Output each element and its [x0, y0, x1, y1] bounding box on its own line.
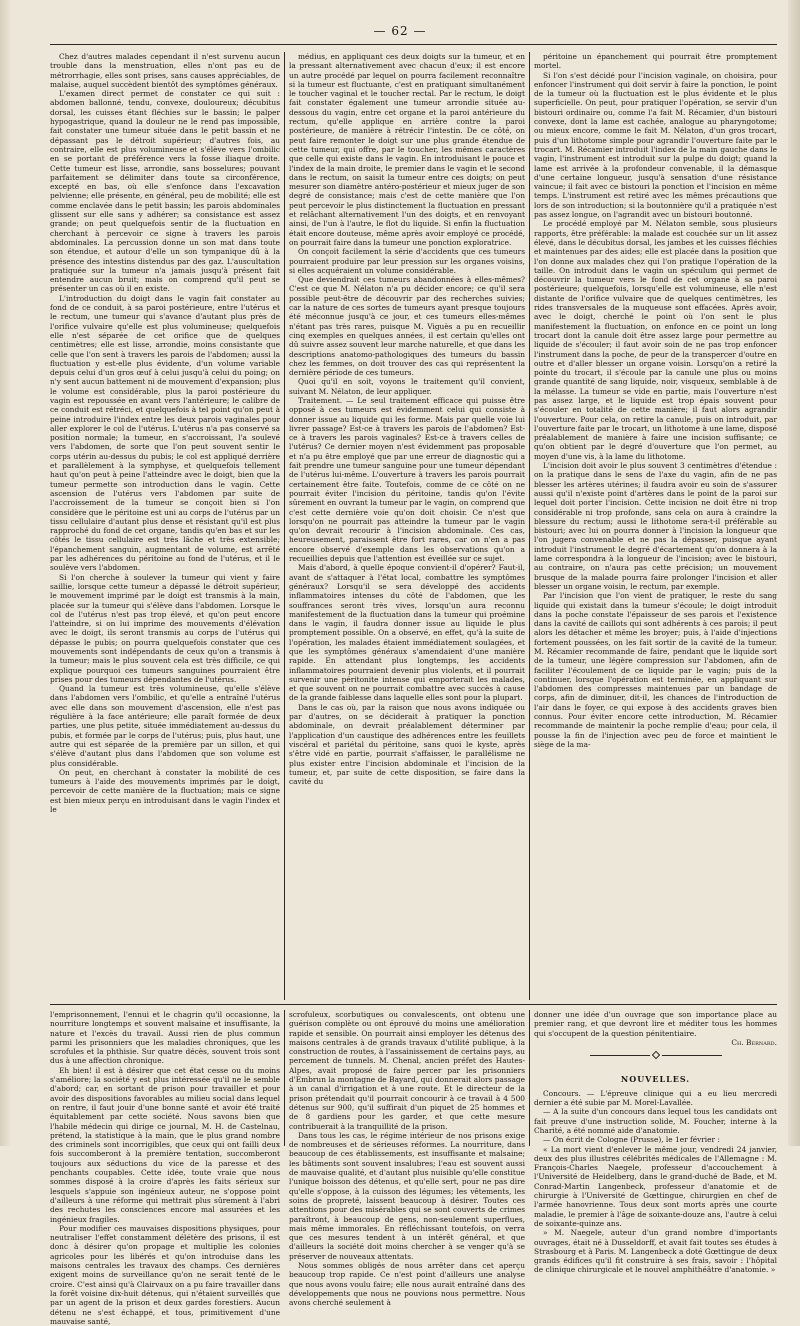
page-binding-edge [788, 0, 800, 1146]
paragraph: L'incision doit avoir le plus souvent 3 centimètres d'étendue : on la pratique dans le sens de l'axe du vagin, afin de ne pas blesser les artères utérines; il faudra avoir eu soin de s'assurer aussi qu'il n'existe point d'artères dans le point de la paroi sur lequel doit porter l'incision. Cette incision ne doit être ni trop considérable ni trop profonde, sans cela on aura à craindre la blessure du rectum; aussi le lithotome sera-t-il préférable au bistouri; avec lui on pourra donner à l'incision la longueur que l'on jugera convenable et ne pas la dépasser, puisque ayant introduit l'instrument le degré d'écartement qu'on donnera à la lame correspondra à la longueur de l'incision; avec le bistouri, au contraire, on n'aura pas cette précision; un mouvement brusque de la malade pourra faire prolonger l'incision et aller blesser un organe voisin, le rectum, par exemple. [534, 461, 777, 591]
article-column-1 [50, 52, 280, 1000]
news-item: — On écrit de Cologne (Prusse), le 1er février : [543, 1135, 720, 1145]
news-item: « La mort vient d'enlever le même jour, vendredi 24 janvier, deux des plus illustres célébrités médicales de l'Allemagne : M. François-Charles Naegele, professeur d'accouchement à l'Université de Heidelberg, dans le grand-duché de Bade, et M. Conrad-Martin Langenbeck, professeur d'anatomie et de chirurgie à l'Université de Gœttingue, chirurgien en chef de l'armée hanovrienne. Tous deux sont morts après une courte maladie, le premier à l'âge de soixante-douze ans, l'autre à celui de soixante-quinze ans. [534, 1144, 777, 1228]
paragraph: L'introduction du doigt dans le vagin fait constater au fond de ce conduit, à sa paroi postérieure, entre l'utérus et le rectum, une tumeur qui s'avance d'autant plus près de l'orifice vulvaire qu'elle est plus volumineuse; quelquefois elle n'est séparée de cet orifice que de quelques centimètres; elle est lisse, arrondie, moins consistante que celle que l'on sent à travers les parois de l'abdomen; aussi la fluctuation y est-elle plus évidente, d'un volume variable depuis celui d'un gros œuf à celui jusqu'à celui du poing; on n'y sent aucun battement ni de mouvement d'expansion; plus le volume est considérable, plus la paroi postérieure du vagin est repoussée en avant vers l'antérieure; le calibre de ce conduit est rétréci, et quelquefois à tel point qu'on peut à peine introduire l'index entre les deux parois vaginales pour aller explorer le col de l'utérus. L'utérus n'a pas conservé sa position normale; la tumeur, en s'accroissant, l'a soulevé vers l'abdomen, de sorte que l'on peut souvent sentir le corps utérin au-dessus du pubis; le col est appliqué derrière et parallèlement à la symphyse, et quelquefois tellement haut qu'on peut à peine l'atteindre avec le doigt, bien que la tumeur permette son introduction dans le vagin. Cette ascension de l'utérus vers l'abdomen par suite de l'accroissement de la tumeur se conçoit bien si l'on considère que le péritoine est uni au corps de l'utérus par un tissu cellulaire d'autant plus dense et résistant qu'il est plus rapproché du fond de cet organe, tandis qu'en bas et sur les côtés le tissu cellulaire est très lâche et très extensible; l'épanchement sanguin, augmentant de volume, est arrêté par les adhérences du péritoine au fond de l'utérus, et il le soulève vers l'abdomen. [50, 293, 280, 573]
news-item: » M. Naegele, auteur d'un grand nombre d'importants ouvrages, était né à Dusseldorff, et avait fait toutes ses études à Strasbourg et à Paris. M. Langenbeck a doté Gœttingue de deux grands édifices qu'il fit construire à ses frais, savoir : l'hôpital de clinique chirurgicale et le nouvel amphithéâtre d'anatomie. » [534, 1228, 777, 1275]
paragraph: Dans tous les cas, le régime intérieur de nos prisons exige de nombreuses et de sérieuses réformes. La nourriture, dans beaucoup de ces établissements, est insuffisante et malsaine; les bâtiments sont souvent insalubres; l'eau est souvent aussi de mauvaise qualité, et d'autant plus nuisible qu'elle constitue l'unique boisson des détenus, et qu'elle sert, pour ne pas dire qu'elle s'oppose, à la cuisson des légumes; les vêtements, les soins de propreté, laissent beaucoup à désirer. Toutes ces attentions pour des misérables qui se sont couverts de crimes paraîtront, à beaucoup de gens, non-seulement superflues, mais même immorales. En réfléchissant toutefois, on verra que ces mesures tendent à un intérêt général, et que d'ailleurs la société doit moins chercher à se venger qu'à se préserver de nouveaux attentats. [289, 1130, 525, 1261]
paragraph: donner une idée d'un ouvrage que son importance place au premier rang, et que devront lire et méditer tous les hommes qui s'occupent de la question pénitentiaire. [534, 1010, 777, 1038]
paragraph: Quand la tumeur est très volumineuse, qu'elle s'élève dans l'abdomen vers l'ombilic, et qu'elle a entraîné l'utérus avec elle dans son mouvement d'ascension, elle n'est pas régulière à la face antérieure; elle paraît formée de deux parties, une plus petite, située immédiatement au-dessus du pubis, et formée par le corps de l'utérus; puis, plus haut, une autre qui est séparée de la première par un sillon, et qui s'élève d'autant plus dans l'abdomen que son volume est plus considérable. [50, 684, 280, 768]
review-column-1 [50, 1010, 280, 1326]
paragraph: Mais d'abord, à quelle époque convient-il d'opérer? Faut-il, avant de s'attaquer à l'état local, combattre les symptômes généraux? Lorsqu'il se sera développé des accidents inflammatoires intenses du côté de l'abdomen, que les souffrances seront très vives, lorsqu'un aura reconnu manifestement de la fluctuation dans la tumeur qui proémine dans le vagin, il faudra donner issue au liquide le plus promptement possible. On a observé, en effet, qu'à la suite de l'opération, les malades étaient immédiatement soulagées, et que les symptômes généraux s'amendaient d'une manière rapide. En attendant plus longtemps, les accidents inflammatoires pourraient devenir plus violents, et il pourrait survenir une péritonite intense qui emporterait les malades, et que souvent on ne pourrait combattre avec succès à cause de la grande faiblesse dans laquelle elles sont pour la plupart. [289, 563, 525, 703]
page-number: — 62 — [373, 24, 427, 38]
paragraph: On peut, en cherchant à constater la mobilité de ces tumeurs à l'aide des mouvements imprimés par le doigt, percevoir de cette manière de la fluctuation; mais ce signe est bien mieux perçu en introduisant dans le vagin l'index et le [50, 767, 280, 815]
page-left-edge [0, 0, 10, 1146]
paragraph: péritoine un épanchement qui pourrait être promptement mortel. [534, 52, 777, 71]
news-item: Concours. — L'épreuve clinique qui a eu lieu mercredi dernier a été subie par M. Morel-Lavallée. [534, 1088, 777, 1108]
paragraph: Pour modifier ces mauvaises dispositions physiques, pour neutraliser l'effet constamment délétère des prisons, il est donc à désirer qu'on propage et multiplie les colonies agricoles pour les libérés et qu'on introduise dans les maisons centrales les travaux des champs. Ces dernières exigent moins de surveillance qu'on ne serait tenté de le croire. C'est ainsi qu'à Clairvaux on a pu faire travailler dans la forêt voisine dix-huit détenus, qui n'étaient surveillés que par un agent de la prison et deux gardes forestiers. Aucun détenu ne s'est échappé, et tous, primitivement d'une mauvaise santé, [50, 1223, 280, 1326]
section-rule [50, 1004, 777, 1005]
ornament-divider [534, 1050, 777, 1059]
paragraph: On conçoit facilement la série d'accidents que ces tumeurs pourraient produire par leur pression sur les organes voisins, si elles acquéraient un volume considérable. [289, 247, 525, 275]
paragraph: Dans le cas où, par la raison que nous avons indiquée ou par d'autres, on se déciderait à pratiquer la ponction abdominale, on devrait préalablement déterminer par l'application d'un caustique des adhérences entre les feuillets viscéral et pariétal du péritoine, sans quoi le kyste, après s'être vidé en partie, pourrait s'affaisser, le parallélisme ne plus exister entre l'incision abdominale et l'incision de la tumeur, et, par suite de cette disposition, se faire dans la cavité du [289, 702, 525, 787]
paragraph: Traitement. — Le seul traitement efficace qui puisse être opposé à ces tumeurs est évidemment celui qui consiste à donner issue au liquide qui les forme. Mais par quelle voie lui livrer passage? Est-ce à travers les parois de l'abdomen? Est-ce à travers les parois vaginales? Est-ce à travers celles de l'utérus? Ce dernier moyen n'est évidemment pas proposable et n'a pu être employé que par une erreur de diagnostic qui a fait prendre une tumeur sanguine pour une tumeur dépendant de l'utérus lui-même. L'ouverture à travers les parois pourrait certainement être faite. Toutefois, comme de ce côté on ne pourrait éviter l'incision du péritoine, tandis qu'on l'évite sûrement en ouvrant la tumeur par le vagin, on comprend que c'est cette dernière voie qu'on doit choisir. Ce n'est que lorsqu'on ne pourrait pas atteindre la tumeur par le vagin qu'on devrait recourir à l'incision abdominale. Ces cas, heureusement, paraissent être fort rares, car on n'en a pas encore observé d'exemple dans les observations qu'on a recueillies depuis que l'attention est éveillée sur ce sujet. [289, 395, 525, 564]
header-rule [50, 44, 777, 45]
column-divider [529, 52, 530, 1000]
author-signature: Ch. Bernard. [731, 1037, 777, 1047]
paragraph: Le procédé employé par M. Nélaton semble, sous plusieurs rapports, être préférable: la malade est couchée sur un lit assez élevé, dans le décubitus dorsal, les jambes et les cuisses fléchies et maintenues par des aides; elle est placée dans la position que l'on donne aux malades chez qui l'on pratique l'opération de la taille. On introduit dans le vagin un spéculum qui permet de découvrir la tumeur vers le fond de cet organe à sa paroi postérieure; quelquefois, lorsqu'elle est volumineuse, elle n'est distante de l'orifice vulvaire que de quelques centimètres, les rides transversales de la muqueuse sont effacées. Après avoir, avec le doigt, cherché le point où l'on sent le plus manifestement la fluctuation, on enfonce en ce point un long trocart dont la canule doit être assez large pour permettre au liquide de s'écouler; il faut avoir soin de ne pas trop enfoncer l'instrument dans la poche, de peur de la transpercer d'outre en outre et d'aller blesser un organe voisin. Lorsqu'on a retiré la pointe du trocart, il s'écoule par la canule une plus ou moins grande quantité de sang liquide, noir, visqueux, semblable à de la mélasse. La tumeur se vide en partie, mais l'ouverture n'est pas assez large, et le liquide est trop épais souvent pour s'écouler en totalité de cette manière; il faut alors agrandir l'ouverture. Pour cela, on retire la canule, puis on introduit, par l'ouverture faite par le trocart, un lithotome à une lame, disposé préalablement de manière à faire une incision suffisante; ce qu'on obtient par le degré d'ouverture que l'on permet, au moyen d'une vis, à la lame du lithotome. [534, 219, 777, 461]
paragraph: Chez d'autres malades cependant il n'est survenu aucun trouble dans la menstruation, elles n'ont pas eu de métrorrhagie, elles sont prises, sans causes appréciables, de malaise, auquel succèdent bientôt des symptômes généraux. [50, 52, 280, 89]
review-column-2 [289, 1010, 525, 1308]
paragraph: L'examen direct permet de constater ce qui suit : abdomen ballonné, tendu, convexe, douloureux; décubitus dorsal, les cuisses étant fléchies sur le bassin; le palper hypogastrique, quand la douleur ne le rend pas impossible, fait constater une tumeur située dans le petit bassin et ne dépassant pas le détroit supérieur; d'autres fois, au contraire, elle est plus volumineuse et s'élève vers l'ombilic en se portant de préférence vers la fosse iliaque droite. Cette tumeur est lisse, arrondie, sans bosselures; pouvant parfaitement se délimiter dans toute sa circonférence, excepté en bas, où elle s'enfonce dans l'excavation pelvienne; elle présente, en général, peu de mobilité; elle est comme enclavée dans le petit bassin; les parois abdominales glissent sur elle sans y adhérer; sa consistance est assez grande; on peut quelquefois sentir de la fluctuation en cherchant à percevoir ce signe à travers les parois abdominales. La percussion donne un son mat dans toute son étendue, et autour d'elle un son tympanique dû à la présence des intestins distendus par des gaz. L'auscultation pratiquée sur la tumeur n'a jamais jusqu'à présent fait entendre aucun bruit; mais on comprend qu'il peut se présenter un cas où il en existe. [50, 89, 280, 294]
paragraph: médius, en appliquant ces deux doigts sur la tumeur, et en la pressant alternativement avec chacun d'eux; il est encore un autre procédé par lequel on pourra facilement reconnaître si la tumeur est fluctuante, c'est en pratiquant simultanément le toucher vaginal et le toucher rectal. Par le rectum, le doigt fait constater également une tumeur arrondie située au-dessous du vagin, entre cet organe et la paroi antérieure du rectum, qu'elle applique en arrière contre la paroi postérieure, de manière à rétrécir l'intestin. De ce côté, on peut faire remonter le doigt sur une plus grande étendue de cette tumeur, qui offre, par le toucher, les mêmes caractères que celle qui existe dans le vagin. En introduisant le pouce et l'index de la main droite, le premier dans le vagin et le second dans le rectum, on saisit la tumeur entre ces doigts; on peut mesurer son diamètre antéro-postérieur et mieux juger de son degré de consistance; mais c'est de cette manière que l'on peut percevoir le plus distinctement la fluctuation en pressant et relâchant alternativement l'un des doigts, et en renvoyant ainsi, de l'un à l'autre, le flot du liquide. Si enfin la fluctuation était encore douteuse, même après avoir employé ce procédé, on pourrait faire dans la tumeur une ponction exploratrice. [289, 52, 525, 247]
column-divider [284, 52, 285, 1000]
paragraph: Quoi qu'il en soit, voyons le traitement qu'il convient, suivant M. Nélaton, de leur appliquer. [289, 377, 525, 396]
column-divider [529, 1010, 530, 1146]
article-column-3 [534, 52, 777, 1000]
paragraph: Nous sommes obligés de nous arrêter dans cet aperçu beaucoup trop rapide. Ce n'est point d'ailleurs une analyse que nous avons voulu faire; elle nous aurait entraîné dans des développements que nous ne pouvions nous permettre. Nous avons cherché seulement à [289, 1261, 525, 1308]
article-column-2 [289, 52, 525, 1000]
paragraph: l'emprisonnement, l'ennui et le chagrin qu'il occasionne, la nourriture longtemps et souvent malsaine et insuffisante, la nature et l'excès du travail. Aussi rien de plus commun parmi les prisonniers que les maladies chroniques, que les scrofules et la phthisie. Sur quatre décès, souvent trois sont dus à une affection chronique. [50, 1010, 280, 1066]
paragraph: Si l'on cherche à soulever la tumeur qui vient y faire saillie, lorsque cette tumeur a dépassé le détroit supérieur, le mouvement imprimé par le doigt est transmis à la main, placée sur la tumeur qui s'élève dans l'abdomen. Lorsque le col de l'utérus n'est pas trop élevé, et qu'on peut encore l'atteindre, si on lui imprime des mouvements d'élévation avec le doigt, ils seront transmis au corps de l'utérus qui dépasse le pubis; on pourra quelquefois constater que ces mouvements sont indépendants de ceux qu'on a transmis à la tumeur; mais le plus souvent cela est très difficile, ce qui explique pourquoi ces tumeurs sanguines pourraient être prises pour des tumeurs dépendantes de l'utérus. [50, 572, 280, 684]
paragraph: scrofuleux, scorbutiques ou convalescents, ont obtenu une guérison complète ou ont éprouvé du moins une amélioration rapide et sensible. On pourrait ainsi employer les détenus des maisons centrales à de grands travaux d'utilité publique, à la construction de routes, à l'assainissement de certains pays, au percement de tunnels. M. Chenal, ancien préfet des Hautes-Alpes, avait proposé de faire percer par les prisonniers d'Embrun la montagne de Bayard, qui donnerait alors passage à un canal d'irrigation et à une route. Et le directeur de la prison prétendait qu'il pourrait concourir à ce travail à 4 500 détenus sur 900, qu'il suffirait d'un piquet de 25 hommes et de 8 gardiens pour les garder, et que cette mesure contribuerait à la tranquillité de la prison. [289, 1010, 525, 1131]
paragraph: Par l'incision que l'on vient de pratiquer, le reste du sang liquide qui existait dans la tumeur s'écoule; le doigt introduit dans la poche constate l'épaisseur de ses parois et l'existence dans la cavité de caillots qui sont adhérents à ces parois; il peut alors les détacher et même les broyer; puis, à l'aide d'injections fortement poussées, on les fait sortir de la cavité de la tumeur. M. Récamier recommande de faire, pendant que le liquide sort de la tumeur, une légère compression sur l'abdomen, afin de faciliter l'écoulement de ce liquide par le vagin; puis de la continuer, lorsque l'opération est terminée, en appliquant sur l'abdomen des compresses maintenues par un bandage de corps, afin de diminuer, dit-il, les chances de l'introduction de l'air dans le foyer, ce qui expose à des accidents graves bien connus. Pour éviter encore cette introduction, M. Récamier recommande de maintenir la poche remplie d'eau; pour cela, il pousse la fin de l'injection avec peu de force et maintient le siège de la ma- [534, 591, 777, 749]
news-item: — A la suite d'un concours dans lequel tous les candidats ont fait preuve d'une instruction solide, M. Foucher, interne à la Charité, a été nommé aide d'anatomie. [534, 1107, 777, 1135]
column-divider [284, 1010, 285, 1146]
paragraph: Que deviendrait ces tumeurs abandonnées à elles-mêmes? C'est ce que M. Nélaton n'a pu décider encore; ce qu'il sera possible peut-être de découvrir par des recherches suivies; car la nature de ces sortes de tumeurs ayant presque toujours été méconnue jusqu'à ce jour, et ces tumeurs elles-mêmes n'étant pas très rares, puisque M. Viguès a pu en recueillir cinq exemples en quelques années, il est certain qu'elles ont dû suivre assez souvent leur marche naturelle, et que dans les descriptions anatomo-pathologiques des tumeurs du bassin chez les femmes, on doit trouver des cas qui représentent la dernière période de ces tumeurs. [289, 275, 525, 378]
review-column-3 [534, 1010, 777, 1275]
paragraph: Eh bien! il est à désirer que cet état cesse ou du moins s'améliore; la société y est plus intéressée qu'il ne le semble d'abord; car, en sortant de prison pour travailler et pour avoir des dispositions favorables au milieu social dans lequel on rentre, il faut jouir d'une bonne santé et avoir été traité équitablement par cette société. Nous savons bien que l'habile médecin qui dirige ce journal, M. H. de Castelnau, prétend, la statistique à la main, que le plus grand nombre des criminels sont incorrigibles, que ceux qui ont failli deux fois succomberont à la première tentation, succomberont toujours aux séductions du vice de la paresse et des penchants coupables. Cette idée, toute vraie que nous sommes disposé à la croire d'après les faits sérieux sur lesquels s'appuie son ingénieux auteur, ne s'oppose point d'ailleurs à une réforme qui mettrait plus sûrement à l'abri des rechutes les consciences encore mal assurées et les ingénieux fragiles. [50, 1065, 280, 1224]
section-title-nouvelles: NOUVELLES. [620, 1074, 691, 1085]
paragraph: Si l'on s'est décidé pour l'incision vaginale, on choisira, pour enfoncer l'instrument qui doit servir à faire la ponction, le point de la tumeur où la fluctuation est le plus évidente et le plus superficielle. On peut, pour pratiquer l'opération, se servir d'un bistouri ordinaire ou, comme l'a fait M. Récamier, d'un bistouri convexe, dont la lame est cachée, analogue au pharyngotome; ou mieux encore, comme le fait M. Nélaton, d'un gros trocart, puis d'un lithotome simple pour agrandir l'ouverture faite par le trocart. M. Récamier introduit l'index de la main gauche dans le vagin, l'instrument est introduit sur la pulpe du doigt; quand la lame est arrivée à la profondeur convenable, il la démasque d'une certaine longueur, jusqu'à sensation d'une résistance vaincue; il fait avec ce bistouri la ponction et l'incision en même temps. L'instrument est retiré avec les mêmes précautions que lors de son introduction; si la boutonnière qu'il a pratiquée n'est pas assez longue, on l'agrandit avec un bistouri boutonné. [534, 70, 777, 220]
